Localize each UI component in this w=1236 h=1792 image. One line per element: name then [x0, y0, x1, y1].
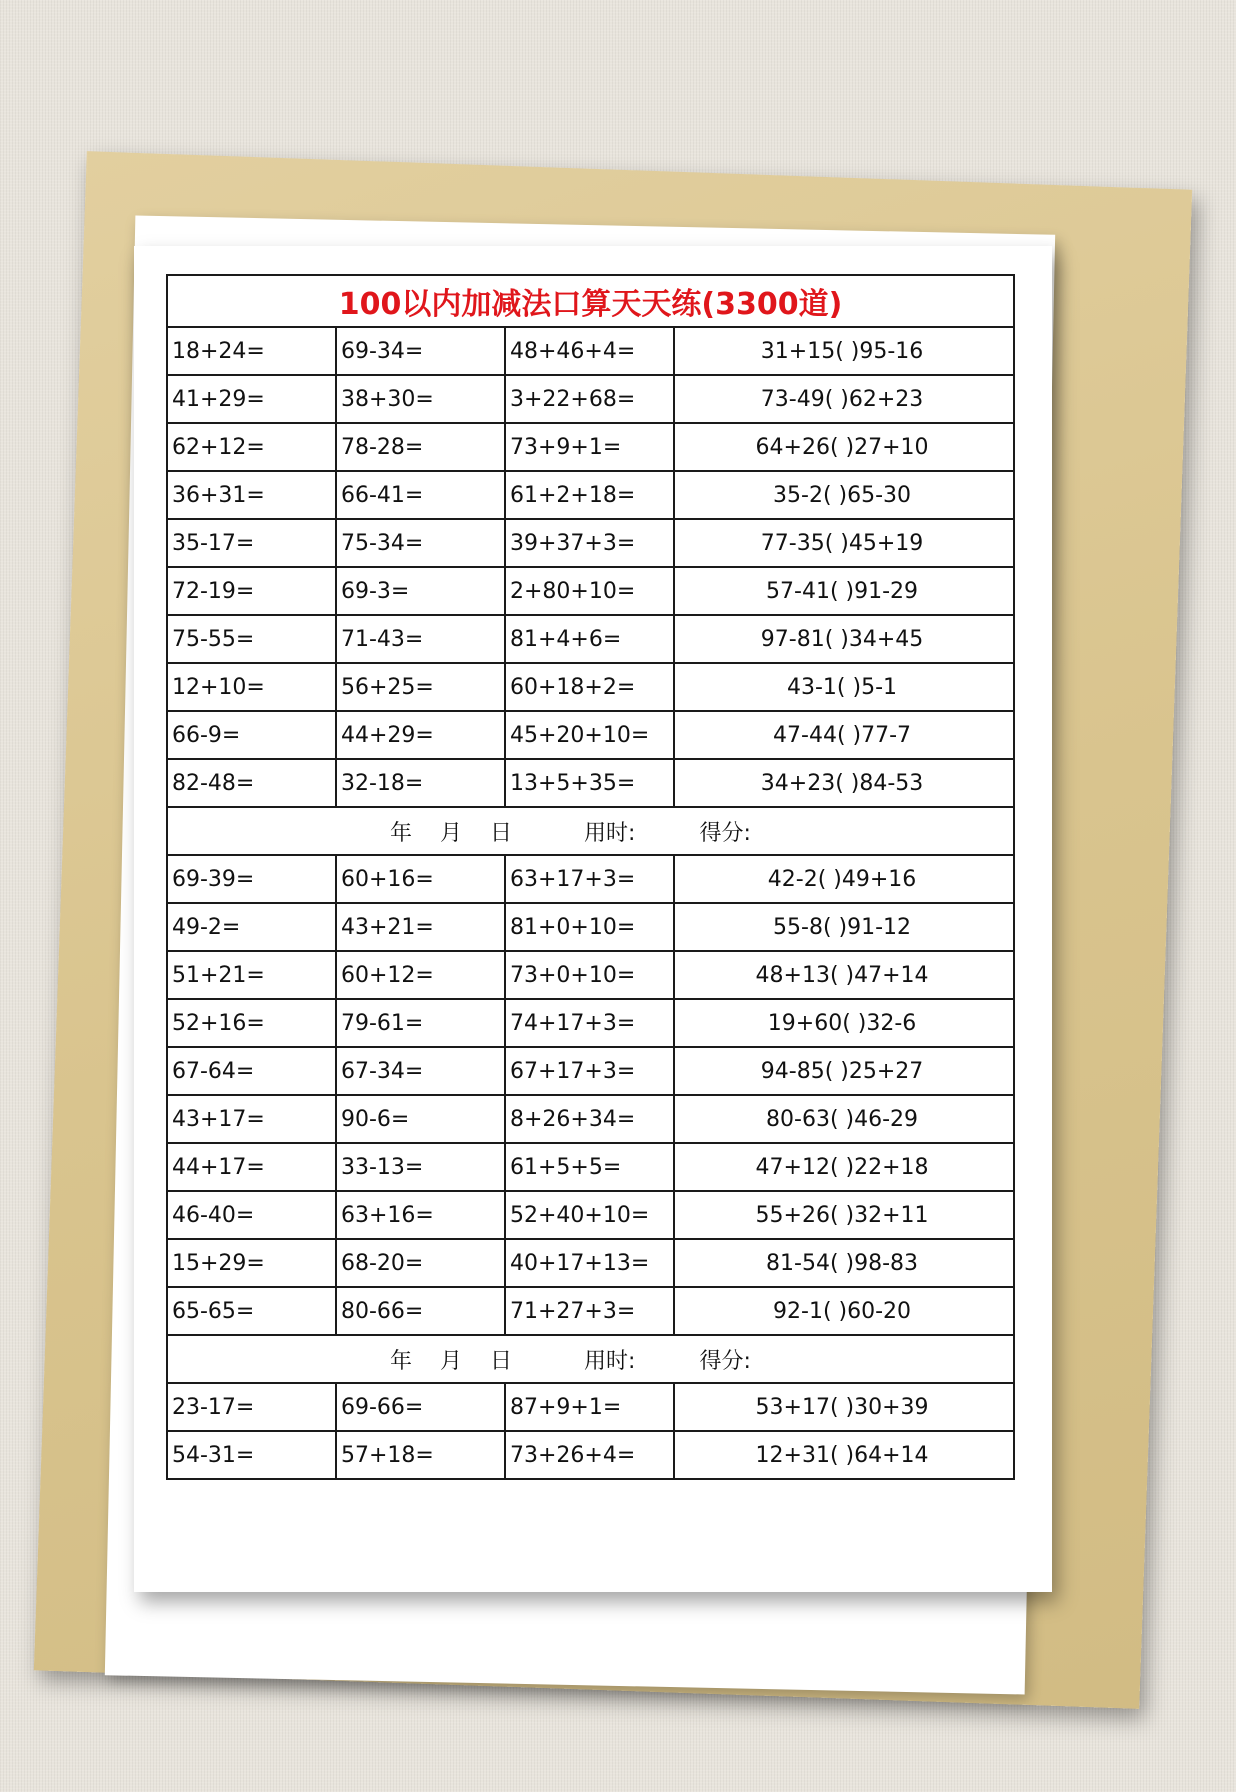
problem-row: [167, 375, 1014, 423]
compare-problem: 55-8( )91-12: [674, 903, 1014, 951]
compare-problem: 12+31( )64+14: [674, 1431, 1014, 1479]
problem-col3: 73+9+1=: [505, 423, 674, 471]
day-label: 日: [490, 820, 513, 846]
compare-problem: 55+26( )32+11: [674, 1191, 1014, 1239]
compare-problem: 47+12( )22+18: [674, 1143, 1014, 1191]
problem-col1: 82-48=: [167, 759, 336, 807]
problem-col2: 69-66=: [336, 1383, 505, 1431]
problem-col3: 39+37+3=: [505, 519, 674, 567]
compare-problem: 77-35( )45+19: [674, 519, 1014, 567]
problem-col1: 65-65=: [167, 1287, 336, 1335]
problem-col2: 60+16=: [336, 855, 505, 903]
problem-row: [167, 327, 1014, 375]
compare-problem: 53+17( )30+39: [674, 1383, 1014, 1431]
problem-col2: 80-66=: [336, 1287, 505, 1335]
compare-problem: 80-63( )46-29: [674, 1095, 1014, 1143]
problem-col1: 52+16=: [167, 999, 336, 1047]
month-label: 月: [440, 1348, 463, 1374]
compare-problem: 42-2( )49+16: [674, 855, 1014, 903]
problem-row: [167, 1191, 1014, 1239]
problem-col2: 33-13=: [336, 1143, 505, 1191]
problem-col2: 78-28=: [336, 423, 505, 471]
date-score-row: [167, 807, 1014, 855]
arithmetic-worksheet-table: [166, 274, 1015, 1480]
compare-problem: 64+26( )27+10: [674, 423, 1014, 471]
problem-col2: 75-34=: [336, 519, 505, 567]
problem-col3: 48+46+4=: [505, 327, 674, 375]
problem-col1: 51+21=: [167, 951, 336, 999]
problem-row: [167, 567, 1014, 615]
problem-row: [167, 1143, 1014, 1191]
compare-problem: 94-85( )25+27: [674, 1047, 1014, 1095]
month-label: 月: [440, 820, 463, 846]
problem-row: [167, 663, 1014, 711]
problem-row: [167, 951, 1014, 999]
problem-col1: 54-31=: [167, 1431, 336, 1479]
problem-col2: 60+12=: [336, 951, 505, 999]
problem-col3: 60+18+2=: [505, 663, 674, 711]
problem-col1: 44+17=: [167, 1143, 336, 1191]
score-label: 得分:: [699, 1348, 751, 1374]
worksheet-page: [134, 246, 1052, 1592]
compare-problem: 19+60( )32-6: [674, 999, 1014, 1047]
problem-col1: 49-2=: [167, 903, 336, 951]
problem-col3: 40+17+13=: [505, 1239, 674, 1287]
problem-col2: 57+18=: [336, 1431, 505, 1479]
title-row: [167, 275, 1014, 327]
problem-col1: 12+10=: [167, 663, 336, 711]
problem-col3: 45+20+10=: [505, 711, 674, 759]
compare-problem: 47-44( )77-7: [674, 711, 1014, 759]
problem-col3: 73+26+4=: [505, 1431, 674, 1479]
problem-col3: 3+22+68=: [505, 375, 674, 423]
year-label: 年: [390, 1348, 413, 1374]
problem-col2: 69-3=: [336, 567, 505, 615]
problem-row: [167, 423, 1014, 471]
problem-col3: 74+17+3=: [505, 999, 674, 1047]
problem-col2: 69-34=: [336, 327, 505, 375]
date-score-cell: [167, 807, 1014, 855]
problem-col2: 44+29=: [336, 711, 505, 759]
problem-col2: 71-43=: [336, 615, 505, 663]
problem-row: [167, 759, 1014, 807]
compare-problem: 31+15( )95-16: [674, 327, 1014, 375]
compare-problem: 73-49( )62+23: [674, 375, 1014, 423]
day-label: 日: [490, 1348, 513, 1374]
compare-problem: 43-1( )5-1: [674, 663, 1014, 711]
compare-problem: 81-54( )98-83: [674, 1239, 1014, 1287]
problem-row: [167, 1431, 1014, 1479]
problem-col2: 79-61=: [336, 999, 505, 1047]
problem-row: [167, 1095, 1014, 1143]
problem-col1: 23-17=: [167, 1383, 336, 1431]
compare-problem: 97-81( )34+45: [674, 615, 1014, 663]
problem-col2: 68-20=: [336, 1239, 505, 1287]
score-label: 得分:: [699, 820, 751, 846]
problem-col1: 75-55=: [167, 615, 336, 663]
problem-row: [167, 1047, 1014, 1095]
problem-col1: 43+17=: [167, 1095, 336, 1143]
problem-col2: 90-6=: [336, 1095, 505, 1143]
problem-col1: 67-64=: [167, 1047, 336, 1095]
problem-col2: 67-34=: [336, 1047, 505, 1095]
problem-col2: 32-18=: [336, 759, 505, 807]
problem-row: [167, 1383, 1014, 1431]
problem-row: [167, 1239, 1014, 1287]
problem-col1: 15+29=: [167, 1239, 336, 1287]
problem-row: [167, 519, 1014, 567]
problem-col1: 41+29=: [167, 375, 336, 423]
problem-col3: 73+0+10=: [505, 951, 674, 999]
problem-col1: 36+31=: [167, 471, 336, 519]
problem-col3: 13+5+35=: [505, 759, 674, 807]
problem-col1: 62+12=: [167, 423, 336, 471]
problem-col1: 35-17=: [167, 519, 336, 567]
time-used-label: 用时:: [584, 1348, 636, 1374]
compare-problem: 34+23( )84-53: [674, 759, 1014, 807]
compare-problem: 92-1( )60-20: [674, 1287, 1014, 1335]
problem-row: [167, 615, 1014, 663]
problem-col2: 38+30=: [336, 375, 505, 423]
compare-problem: 35-2( )65-30: [674, 471, 1014, 519]
problem-col3: 61+2+18=: [505, 471, 674, 519]
problem-col2: 43+21=: [336, 903, 505, 951]
worksheet-title: 100以内加减法口算天天练(3300道): [167, 275, 1014, 327]
problem-row: [167, 903, 1014, 951]
problem-col1: 72-19=: [167, 567, 336, 615]
problem-col3: 87+9+1=: [505, 1383, 674, 1431]
problem-col3: 2+80+10=: [505, 567, 674, 615]
compare-problem: 57-41( )91-29: [674, 567, 1014, 615]
problem-col1: 18+24=: [167, 327, 336, 375]
problem-col1: 46-40=: [167, 1191, 336, 1239]
problem-row: [167, 471, 1014, 519]
problem-col2: 63+16=: [336, 1191, 505, 1239]
problem-row: [167, 1287, 1014, 1335]
problem-row: [167, 855, 1014, 903]
problem-col2: 56+25=: [336, 663, 505, 711]
problem-col1: 69-39=: [167, 855, 336, 903]
date-score-row: [167, 1335, 1014, 1383]
problem-col3: 52+40+10=: [505, 1191, 674, 1239]
compare-problem: 48+13( )47+14: [674, 951, 1014, 999]
problem-col3: 61+5+5=: [505, 1143, 674, 1191]
date-score-cell: [167, 1335, 1014, 1383]
problem-col3: 63+17+3=: [505, 855, 674, 903]
problem-col2: 66-41=: [336, 471, 505, 519]
time-used-label: 用时:: [584, 820, 636, 846]
problem-col3: 67+17+3=: [505, 1047, 674, 1095]
year-label: 年: [390, 820, 413, 846]
problem-col3: 71+27+3=: [505, 1287, 674, 1335]
problem-row: [167, 999, 1014, 1047]
problem-col3: 8+26+34=: [505, 1095, 674, 1143]
problem-col1: 66-9=: [167, 711, 336, 759]
problem-col3: 81+4+6=: [505, 615, 674, 663]
problem-col3: 81+0+10=: [505, 903, 674, 951]
problem-row: [167, 711, 1014, 759]
